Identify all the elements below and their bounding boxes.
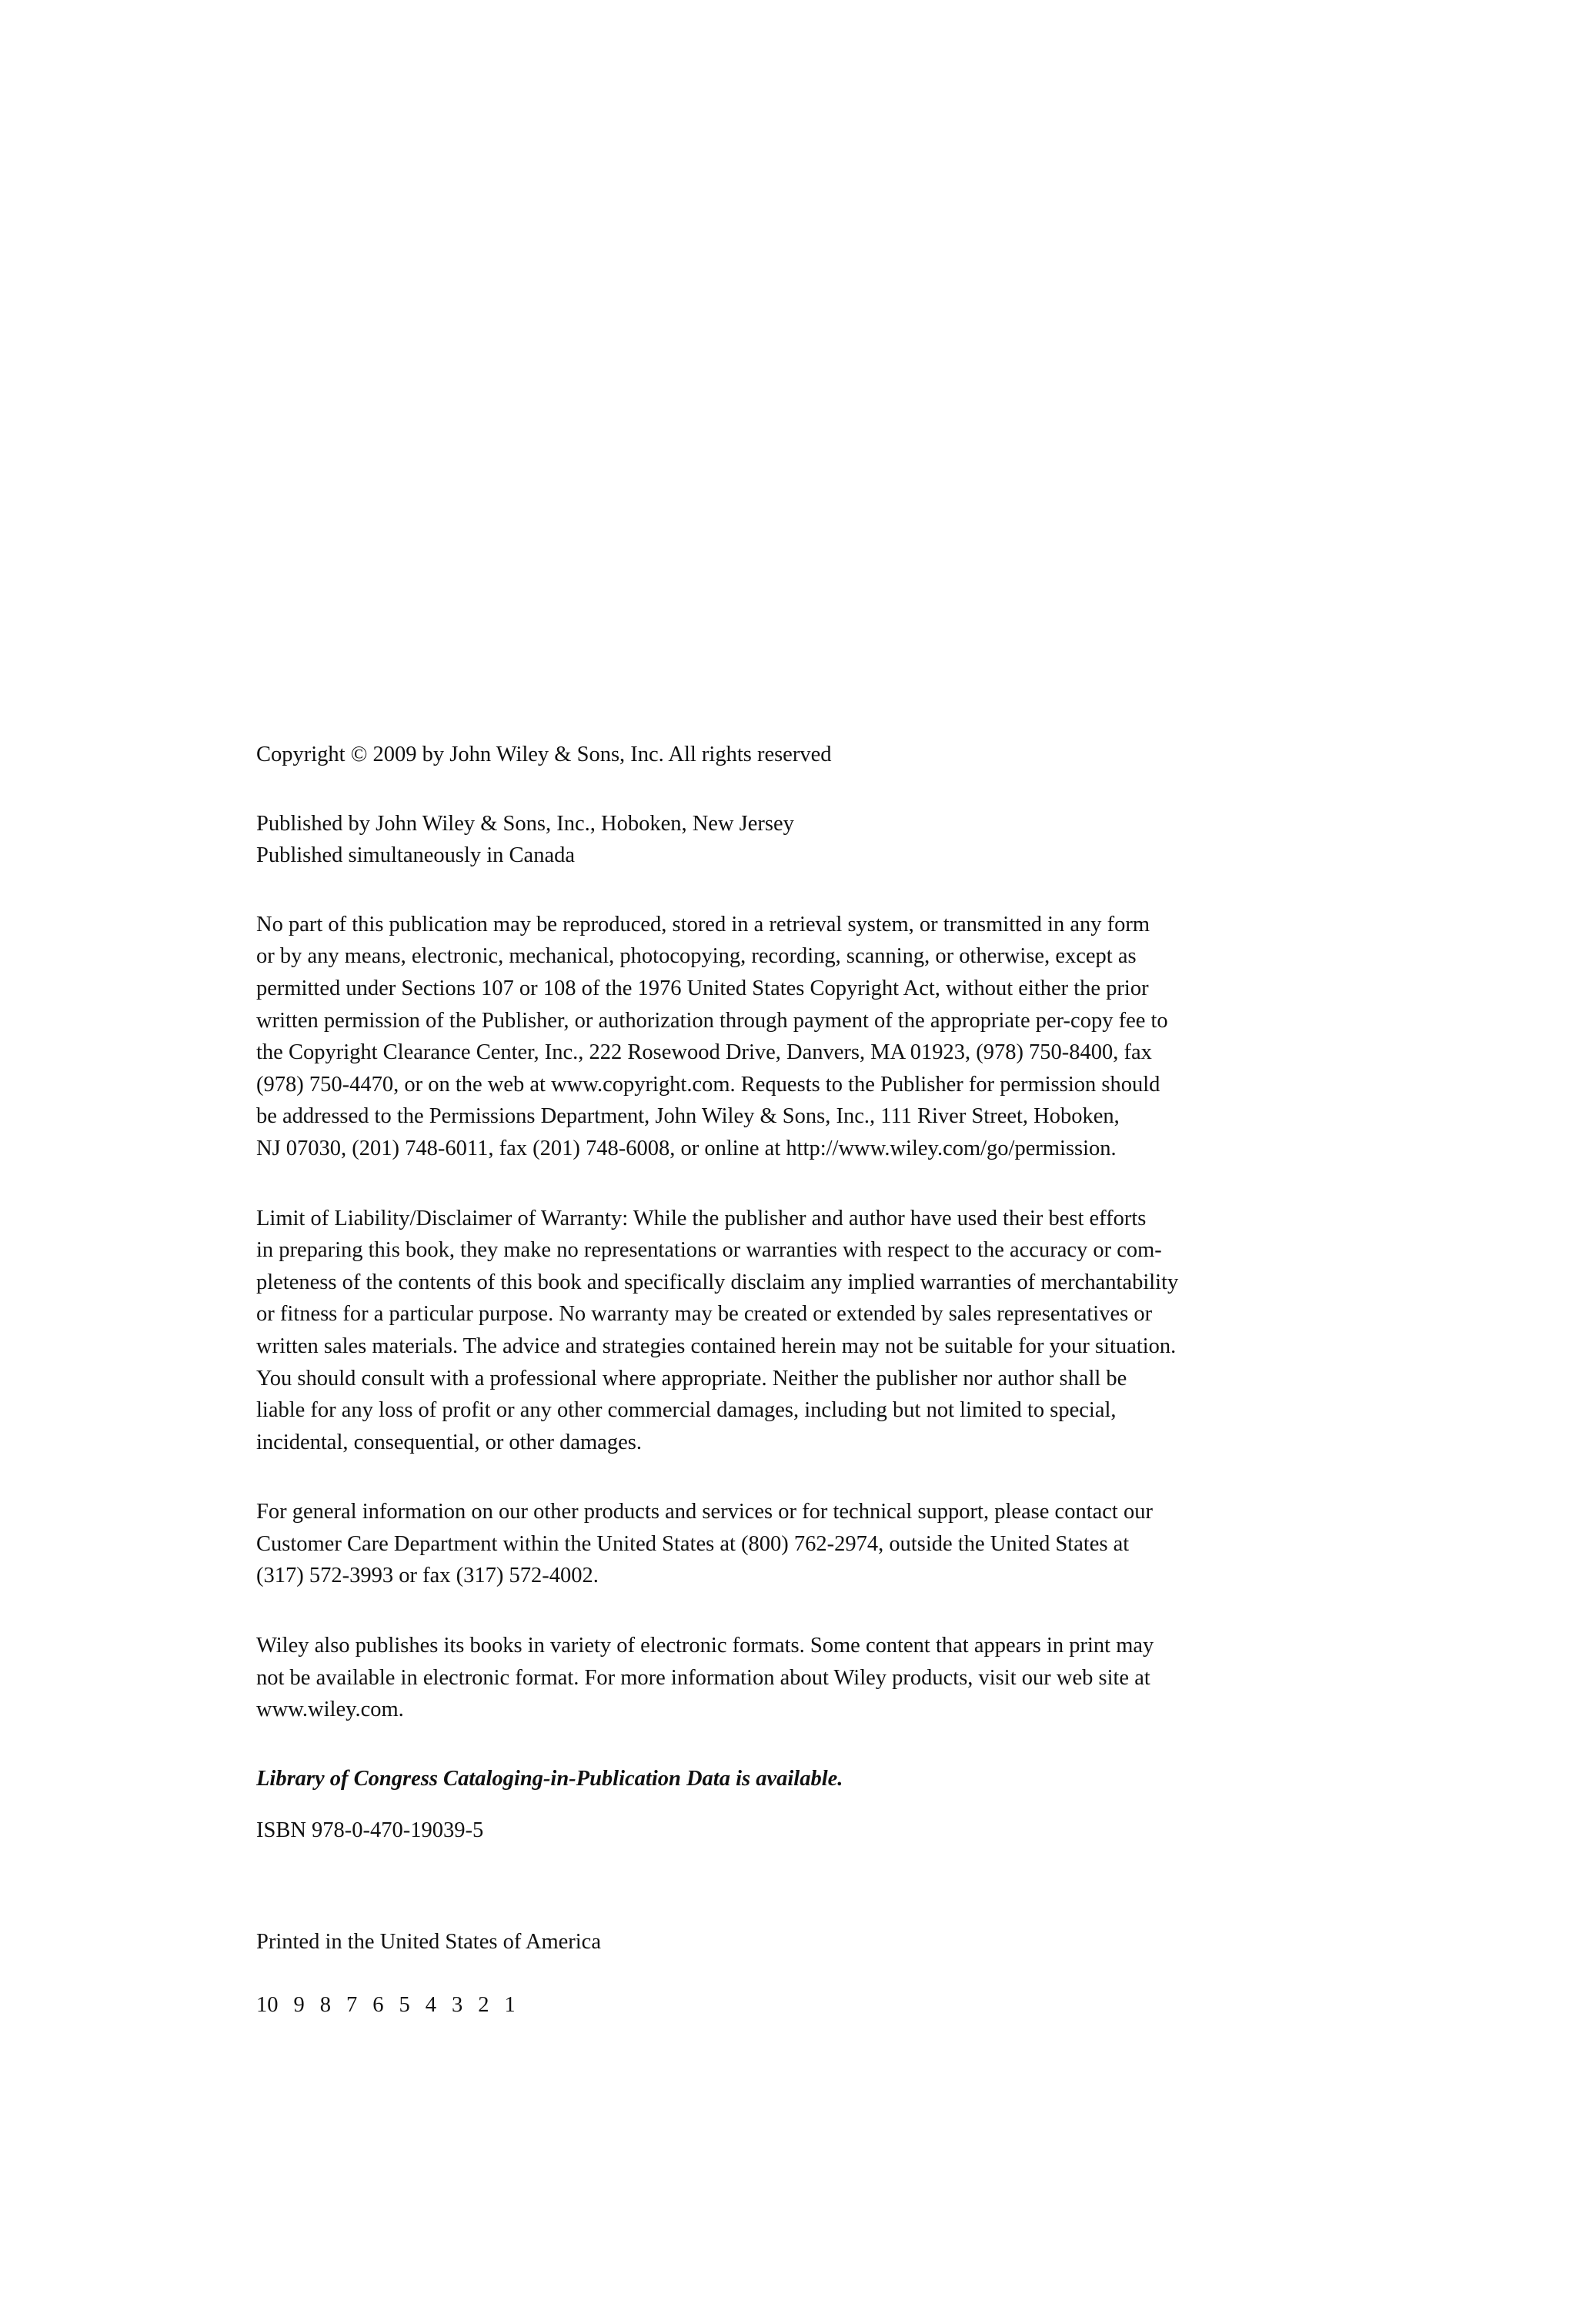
published-canada-text: Published simultaneously in Canada — [256, 843, 576, 868]
paragraph-line: written permission of the Publisher, or authorization through payment of the appropriate per-copy fee to — [256, 1008, 1168, 1033]
spacer — [256, 1592, 1349, 1630]
printing-number: 10 — [256, 1992, 279, 2017]
permissions-paragraph — [256, 909, 1349, 1165]
disclaimer-paragraph — [256, 1203, 1349, 1459]
isbn-text: ISBN 978-0-470-19039-5 — [256, 1818, 484, 1843]
spacer — [256, 1458, 1349, 1496]
printing-number: 6 — [372, 1992, 384, 2017]
paragraph-line: or fitness for a particular purpose. No warranty may be created or extended by sales representatives or — [256, 1302, 1153, 1327]
spacer — [256, 1165, 1349, 1203]
printing-number: 9 — [293, 1992, 305, 2017]
printing-number: 4 — [425, 1992, 436, 2017]
copyright-content — [256, 739, 1349, 2021]
paragraph-line: www.wiley.com. — [256, 1698, 404, 1722]
publisher-info — [256, 808, 1349, 872]
paragraph-line: the Copyright Clearance Center, Inc., 222 Rosewood Drive, Danvers, MA 01923, (978) 750-8400, fax — [256, 1040, 1152, 1065]
spacer — [256, 771, 1349, 808]
printing-number: 8 — [319, 1992, 331, 2017]
spacer — [256, 1958, 1349, 1989]
support-paragraph — [256, 1496, 1349, 1592]
printing-number: 2 — [478, 1992, 489, 2017]
copyright-line — [256, 739, 1349, 771]
printing-number: 7 — [346, 1992, 358, 2017]
paragraph-line: (317) 572-3993 or fax (317) 572-4002. — [256, 1564, 599, 1588]
paragraph-line: For general information on our other products and services or for technical support, please contact our — [256, 1500, 1153, 1524]
paragraph-line: NJ 07030, (201) 748-6011, fax (201) 748-6008, or online at http://www.wiley.com/go/permission. — [256, 1136, 1117, 1160]
printing-number: 5 — [399, 1992, 410, 2017]
paragraph-line: be addressed to the Permissions Department, John Wiley & Sons, Inc., 111 River Street, Hoboken, — [256, 1104, 1120, 1129]
formats-paragraph — [256, 1630, 1349, 1726]
printing-number: 1 — [504, 1992, 516, 2017]
paragraph-line: Customer Care Department within the United States at (800) 762-2974, outside the United States at — [256, 1531, 1130, 1556]
printing-number: 3 — [452, 1992, 463, 2017]
paragraph-line: liable for any loss of profit or any other commercial damages, including but not limited to special, — [256, 1398, 1117, 1423]
paragraph-line: pleteness of the contents of this book and specifically disclaim any implied warranties of merchantability — [256, 1270, 1179, 1294]
paragraph-line: permitted under Sections 107 or 108 of the 1976 United States Copyright Act, without either the prior — [256, 976, 1149, 1000]
paragraph-line: Limit of Liability/Disclaimer of Warranty: While the publisher and author have used their best efforts — [256, 1206, 1147, 1230]
copyright-text: Copyright © 2009 by John Wiley & Sons, Inc. All rights reserved — [256, 743, 832, 766]
published-by-text: Published by John Wiley & Sons, Inc., Hoboken, New Jersey — [256, 811, 794, 836]
paragraph-line: or by any means, electronic, mechanical, photocopying, recording, scanning, or otherwise, except as — [256, 944, 1137, 969]
paragraph-line: written sales materials. The advice and strategies contained herein may not be suitable for your situation. — [256, 1334, 1177, 1358]
paragraph-line: Wiley also publishes its books in variety of electronic formats. Some content that appears in print may — [256, 1634, 1154, 1658]
paragraph-line: not be available in electronic format. For more information about Wiley products, visit our web site at — [256, 1665, 1150, 1690]
paragraph-line: (978) 750-4470, or on the web at www.copyright.com. Requests to the Publisher for permission should — [256, 1072, 1160, 1097]
printing-number-line — [256, 1989, 1349, 2022]
paragraph-line: incidental, consequential, or other damages. — [256, 1430, 642, 1454]
spacer — [256, 1726, 1349, 1763]
paragraph-line: You should consult with a professional where appropriate. Neither the publisher nor author shall be — [256, 1366, 1127, 1391]
spacer — [256, 1795, 1349, 1815]
isbn-line — [256, 1815, 1349, 1847]
paragraph-line: in preparing this book, they make no representations or warranties with respect to the accuracy or com- — [256, 1238, 1162, 1263]
cip-text: Library of Congress Cataloging-in-Publication Data is available. — [256, 1766, 843, 1791]
spacer — [256, 872, 1349, 909]
printed-line — [256, 1926, 1349, 1958]
printed-text: Printed in the United States of America — [256, 1930, 601, 1955]
spacer — [256, 1847, 1349, 1926]
cip-line — [256, 1763, 1349, 1795]
paragraph-line: No part of this publication may be reproduced, stored in a retrieval system, or transmitted in any form — [256, 912, 1150, 936]
